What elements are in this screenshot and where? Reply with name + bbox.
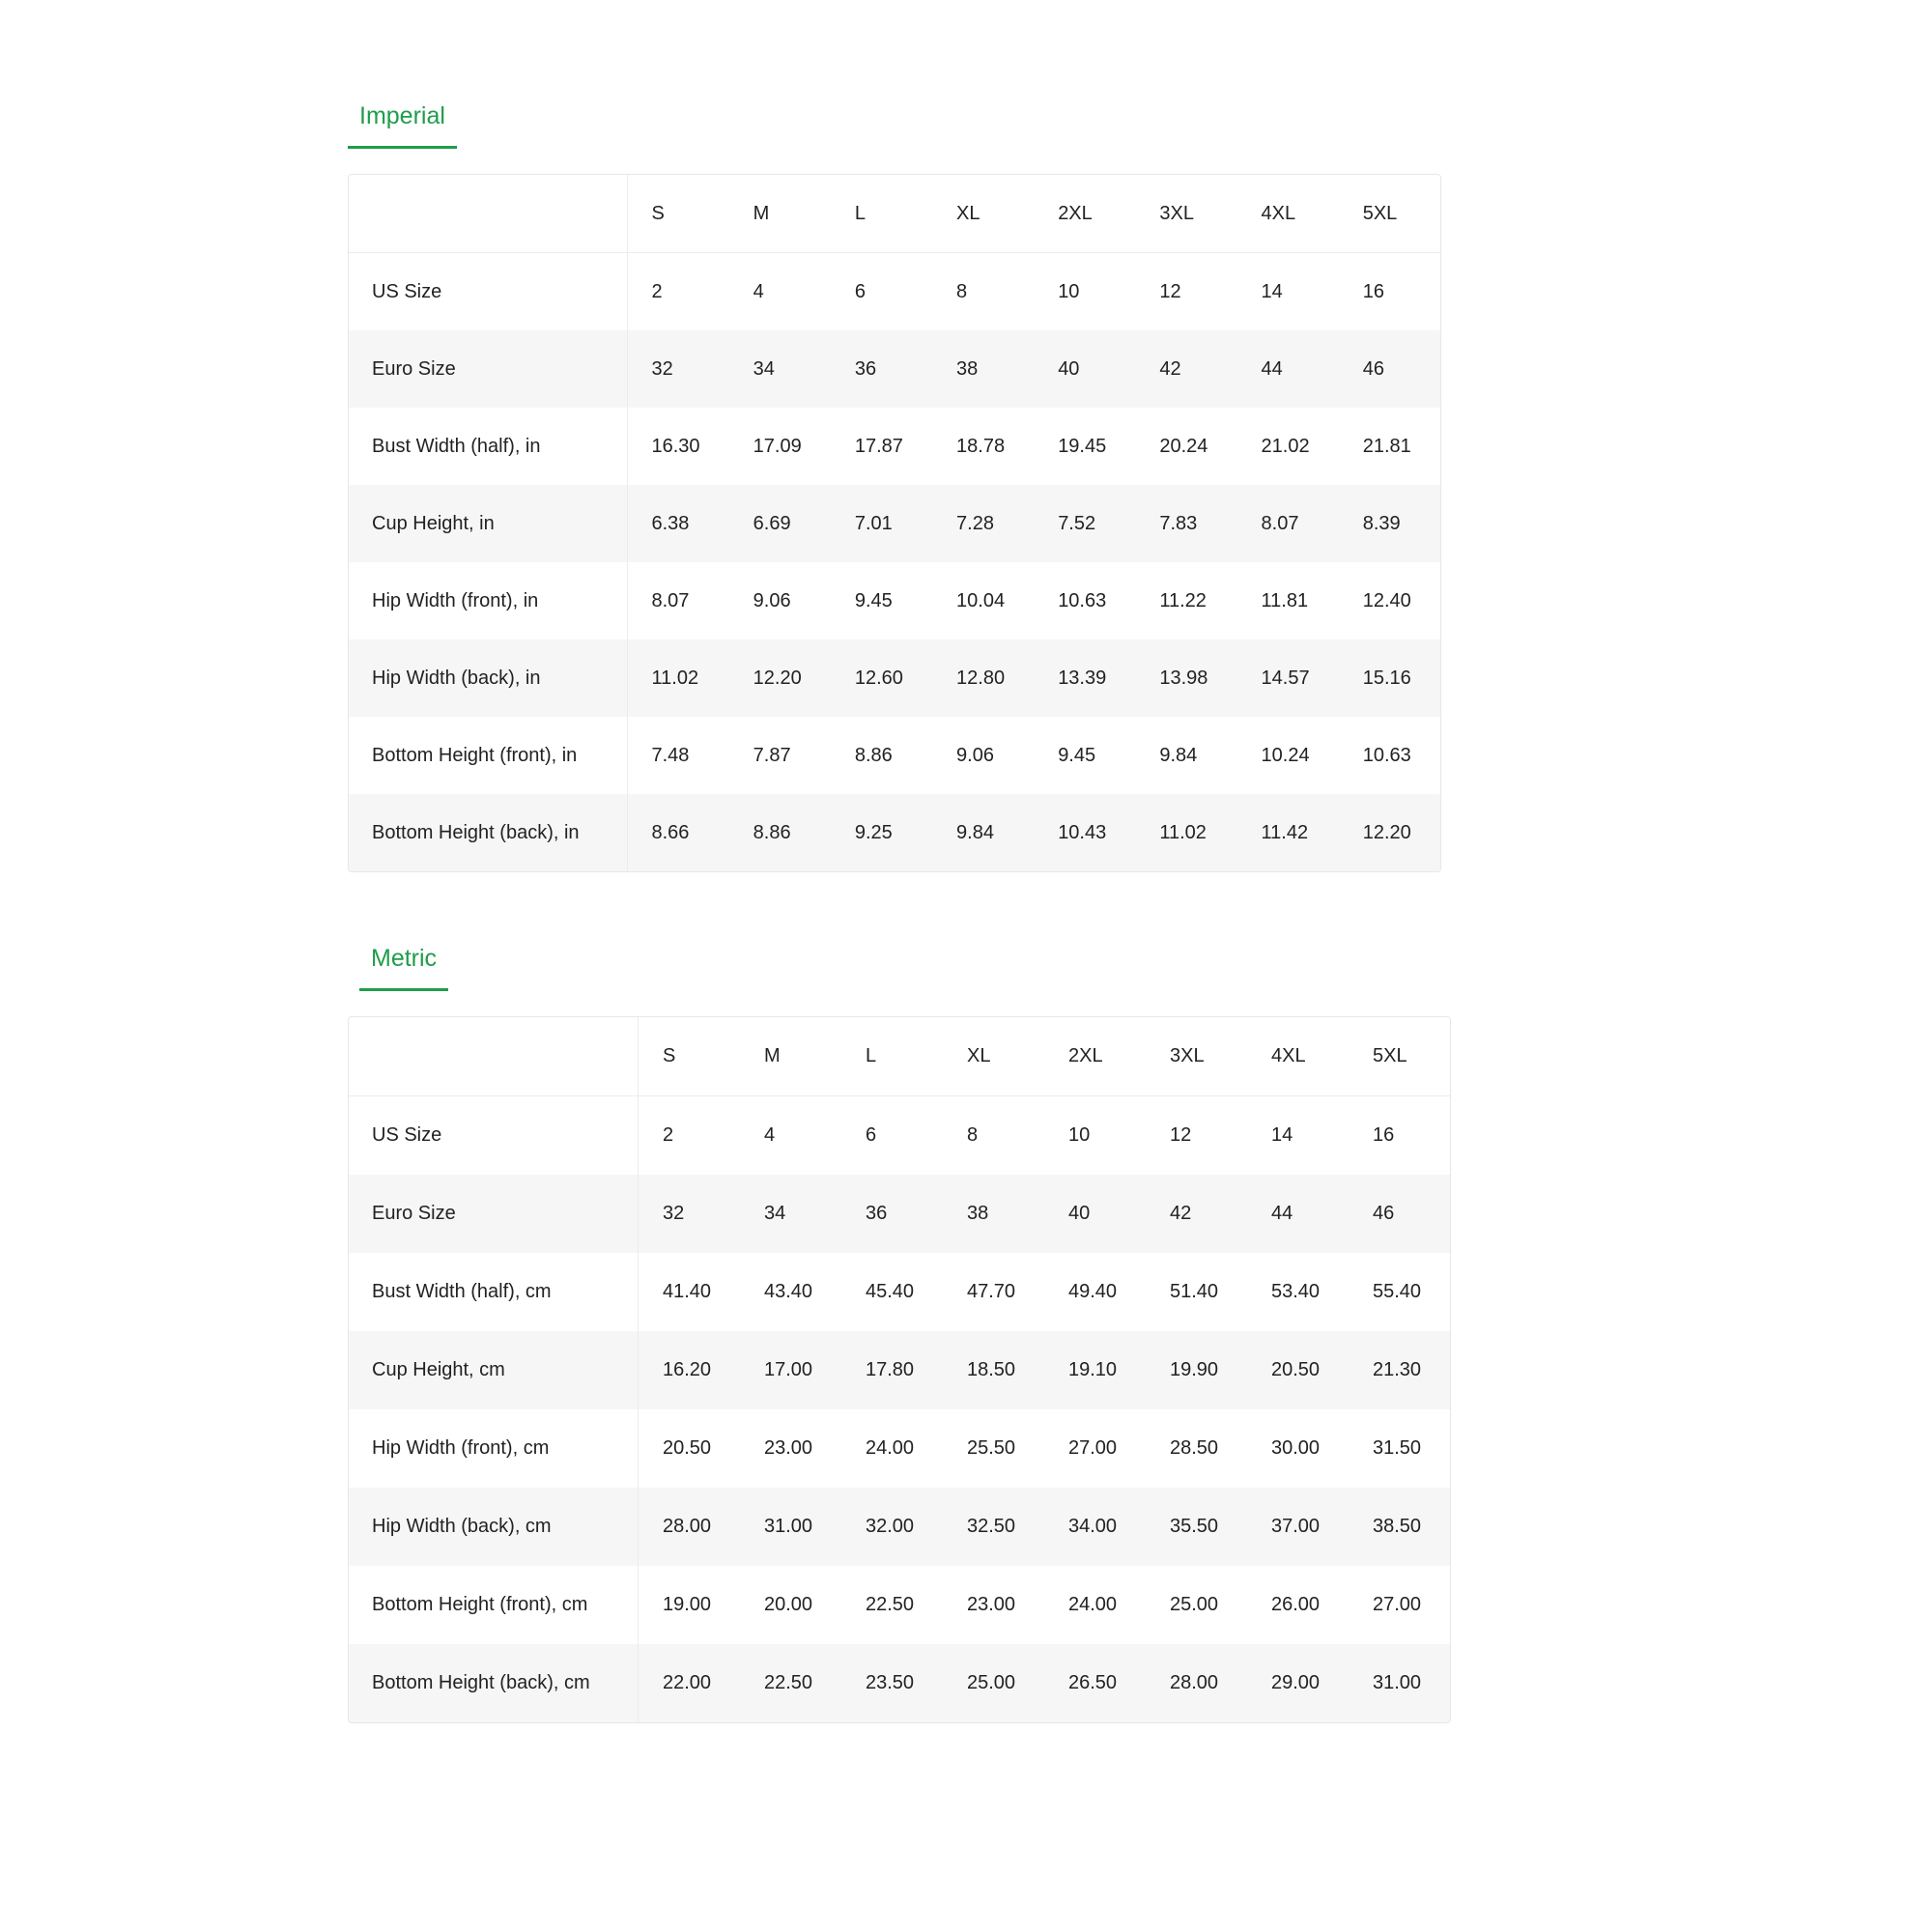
- table-cell: 23.00: [967, 1594, 1016, 1615]
- table-cell: 19.45: [1058, 435, 1107, 457]
- table-cell: 7.83: [1135, 485, 1236, 562]
- table-cell: 7.52: [1034, 485, 1135, 562]
- row-label: Euro Size: [349, 1175, 639, 1253]
- row-label: Bottom Height (front), cm: [349, 1566, 639, 1644]
- table-cell: 22.00: [639, 1644, 741, 1722]
- table-cell: 7.48: [651, 744, 690, 766]
- table-cell: 9.45: [1058, 744, 1096, 766]
- table-cell: 12.80: [932, 639, 1034, 717]
- table-cell: 8: [967, 1124, 979, 1146]
- row-label: Bust Width (half), in: [349, 408, 627, 485]
- table-cell: 8.86: [854, 744, 893, 766]
- table-header-row: [349, 1017, 1450, 1096]
- table-cell: 4: [753, 280, 764, 302]
- table-cell: 13.39: [1034, 639, 1135, 717]
- table-cell: 40: [1044, 1175, 1146, 1253]
- table-cell: 32: [639, 1175, 741, 1253]
- row-label: Cup Height, in: [349, 485, 627, 562]
- imperial-size-table-container: [348, 174, 1441, 872]
- tab-imperial[interactable]: Imperial: [348, 89, 457, 149]
- table-cell: 11.81: [1261, 589, 1309, 611]
- table-cell: 30.00: [1271, 1437, 1321, 1459]
- table-cell: 9.45: [854, 589, 893, 611]
- table-cell: 45.40: [866, 1281, 915, 1302]
- table-row: [349, 1409, 1450, 1488]
- table-cell: 8.07: [651, 589, 690, 611]
- table-row: [349, 1096, 1450, 1176]
- table-cell: 42: [1146, 1175, 1247, 1253]
- size-header-2xl: 2XL: [1034, 175, 1135, 253]
- table-cell: 10: [1058, 280, 1080, 302]
- size-header-5xl: 5XL: [1339, 175, 1440, 253]
- size-header-5xl: 5XL: [1349, 1017, 1450, 1096]
- row-label: Hip Width (front), cm: [349, 1409, 639, 1488]
- table-cell: 27.00: [1068, 1437, 1118, 1459]
- table-cell: 12.20: [1339, 794, 1440, 871]
- table-cell: 6: [866, 1124, 877, 1146]
- row-label: Bust Width (half), cm: [349, 1253, 639, 1331]
- table-cell: 35.50: [1146, 1488, 1247, 1566]
- table-cell: 21.30: [1349, 1331, 1450, 1409]
- table-cell: 44: [1237, 330, 1339, 408]
- table-cell: 8.07: [1237, 485, 1339, 562]
- table-cell: 10.04: [956, 589, 1006, 611]
- table-cell: 40: [1034, 330, 1135, 408]
- table-cell: 36: [831, 330, 932, 408]
- table-cell: 28.00: [1146, 1644, 1247, 1722]
- table-cell: 17.00: [740, 1331, 841, 1409]
- table-cell: 8.86: [729, 794, 831, 871]
- row-label: Hip Width (back), in: [349, 639, 627, 717]
- table-row: [349, 253, 1440, 331]
- imperial-size-table: [349, 175, 1440, 871]
- table-cell: 19.90: [1146, 1331, 1247, 1409]
- table-cell: 26.50: [1044, 1644, 1146, 1722]
- table-row: [349, 639, 1440, 717]
- table-cell: 17.87: [854, 435, 903, 457]
- table-cell: 10.63: [1058, 589, 1107, 611]
- table-cell: 6.69: [729, 485, 831, 562]
- size-header-4xl: 4XL: [1247, 1017, 1349, 1096]
- table-cell: 16.20: [639, 1331, 741, 1409]
- table-cell: 9.06: [753, 589, 791, 611]
- table-cell: 46: [1339, 330, 1440, 408]
- row-label: Bottom Height (back), in: [349, 794, 627, 871]
- size-header-m: M: [729, 175, 831, 253]
- table-cell: 18.50: [943, 1331, 1044, 1409]
- table-cell: 8: [956, 280, 968, 302]
- table-cell: 26.00: [1271, 1594, 1321, 1615]
- table-cell: 23.50: [841, 1644, 943, 1722]
- table-cell: 32.50: [943, 1488, 1044, 1566]
- metric-size-table-container: [348, 1016, 1451, 1723]
- table-cell: 8.66: [627, 794, 729, 871]
- table-cell: 24.00: [1068, 1594, 1118, 1615]
- table-cell: 9.06: [956, 744, 994, 766]
- table-cell: 7.87: [753, 744, 791, 766]
- table-cell: 11.22: [1159, 589, 1207, 611]
- size-header-3xl: 3XL: [1146, 1017, 1247, 1096]
- table-cell: 53.40: [1271, 1281, 1321, 1302]
- table-cell: 4: [764, 1124, 776, 1146]
- table-cell: 51.40: [1170, 1281, 1219, 1302]
- table-cell: 42: [1135, 330, 1236, 408]
- size-header-m: M: [740, 1017, 841, 1096]
- imperial-section: [348, 89, 1441, 872]
- table-row: [349, 485, 1440, 562]
- table-cell: 10: [1068, 1124, 1091, 1146]
- table-cell: 16: [1373, 1124, 1395, 1146]
- table-body: [349, 253, 1440, 872]
- table-cell: 20.00: [764, 1594, 813, 1615]
- table-cell: 9.84: [1159, 744, 1198, 766]
- table-cell: 16: [1362, 280, 1384, 302]
- size-header-xl: XL: [943, 1017, 1044, 1096]
- table-cell: 21.81: [1362, 435, 1411, 457]
- table-cell: 16.30: [651, 435, 700, 457]
- table-cell: 12: [1159, 280, 1181, 302]
- table-cell: 34: [729, 330, 831, 408]
- table-cell: 14: [1261, 280, 1283, 302]
- table-cell: 27.00: [1373, 1594, 1422, 1615]
- table-cell: 8.39: [1339, 485, 1440, 562]
- table-cell: 13.98: [1135, 639, 1236, 717]
- table-cell: 34.00: [1044, 1488, 1146, 1566]
- size-header-l: L: [831, 175, 932, 253]
- table-cell: 11.02: [627, 639, 729, 717]
- table-cell: 7.01: [831, 485, 932, 562]
- table-cell: 11.02: [1135, 794, 1236, 871]
- table-cell: 6.38: [627, 485, 729, 562]
- size-header-xl: XL: [932, 175, 1034, 253]
- table-cell: 46: [1349, 1175, 1450, 1253]
- row-label: Bottom Height (back), cm: [349, 1644, 639, 1722]
- table-cell: 18.78: [956, 435, 1006, 457]
- table-cell: 12.20: [729, 639, 831, 717]
- table-cell: 22.50: [866, 1594, 915, 1615]
- tab-metric[interactable]: Metric: [359, 931, 448, 991]
- table-cell: 41.40: [663, 1281, 712, 1302]
- row-label: US Size: [349, 1096, 639, 1176]
- table-cell: 49.40: [1068, 1281, 1118, 1302]
- table-cell: 11.42: [1237, 794, 1339, 871]
- table-cell: 7.28: [932, 485, 1034, 562]
- table-cell: 25.50: [967, 1437, 1016, 1459]
- table-cell: 38.50: [1349, 1488, 1450, 1566]
- table-cell: 6: [854, 280, 866, 302]
- table-cell: 29.00: [1247, 1644, 1349, 1722]
- table-row: [349, 1253, 1450, 1331]
- table-cell: 20.24: [1159, 435, 1208, 457]
- table-cell: 9.84: [932, 794, 1034, 871]
- row-label: US Size: [349, 253, 627, 331]
- table-row: [349, 1644, 1450, 1722]
- table-cell: 14: [1271, 1124, 1293, 1146]
- table-row: [349, 717, 1440, 794]
- table-row: [349, 1331, 1450, 1409]
- header-corner-cell: [349, 1017, 639, 1096]
- table-cell: 17.80: [841, 1331, 943, 1409]
- table-header-row: [349, 175, 1440, 253]
- table-cell: 31.00: [1349, 1644, 1450, 1722]
- table-cell: 37.00: [1247, 1488, 1349, 1566]
- header-corner-cell: [349, 175, 627, 253]
- table-cell: 24.00: [866, 1437, 915, 1459]
- table-cell: 31.50: [1373, 1437, 1422, 1459]
- table-cell: 31.00: [740, 1488, 841, 1566]
- table-cell: 44: [1247, 1175, 1349, 1253]
- row-label: Hip Width (front), in: [349, 562, 627, 639]
- row-label: Bottom Height (front), in: [349, 717, 627, 794]
- table-cell: 9.25: [831, 794, 932, 871]
- metric-size-table: [349, 1017, 1450, 1722]
- table-cell: 15.16: [1339, 639, 1440, 717]
- row-label: Euro Size: [349, 330, 627, 408]
- table-body: [349, 1096, 1450, 1723]
- table-cell: 34: [740, 1175, 841, 1253]
- size-header-s: S: [627, 175, 729, 253]
- table-cell: 32.00: [841, 1488, 943, 1566]
- table-cell: 10.24: [1261, 744, 1310, 766]
- table-cell: 21.02: [1261, 435, 1310, 457]
- table-cell: 19.00: [663, 1594, 712, 1615]
- table-cell: 38: [932, 330, 1034, 408]
- table-cell: 20.50: [1247, 1331, 1349, 1409]
- table-cell: 12: [1170, 1124, 1192, 1146]
- size-header-s: S: [639, 1017, 741, 1096]
- size-header-3xl: 3XL: [1135, 175, 1236, 253]
- table-row: [349, 1566, 1450, 1644]
- table-cell: 19.10: [1044, 1331, 1146, 1409]
- table-row: [349, 794, 1440, 871]
- table-cell: 23.00: [764, 1437, 813, 1459]
- table-cell: 28.00: [639, 1488, 741, 1566]
- table-cell: 22.50: [740, 1644, 841, 1722]
- table-cell: 38: [943, 1175, 1044, 1253]
- table-row: [349, 1488, 1450, 1566]
- table-row: [349, 562, 1440, 639]
- table-cell: 12.60: [831, 639, 932, 717]
- table-cell: 43.40: [764, 1281, 813, 1302]
- table-cell: 25.00: [1170, 1594, 1219, 1615]
- table-cell: 2: [663, 1124, 674, 1146]
- table-cell: 2: [651, 280, 663, 302]
- table-cell: 17.09: [753, 435, 802, 457]
- table-cell: 55.40: [1373, 1281, 1422, 1302]
- size-header-l: L: [841, 1017, 943, 1096]
- table-cell: 10.63: [1362, 744, 1411, 766]
- table-row: [349, 408, 1440, 485]
- table-cell: 10.43: [1034, 794, 1135, 871]
- table-row: [349, 1175, 1450, 1253]
- table-cell: 28.50: [1170, 1437, 1219, 1459]
- metric-section: [348, 931, 1451, 1723]
- row-label: Hip Width (back), cm: [349, 1488, 639, 1566]
- size-header-2xl: 2XL: [1044, 1017, 1146, 1096]
- table-cell: 14.57: [1237, 639, 1339, 717]
- table-cell: 25.00: [943, 1644, 1044, 1722]
- table-cell: 36: [841, 1175, 943, 1253]
- row-label: Cup Height, cm: [349, 1331, 639, 1409]
- table-row: [349, 330, 1440, 408]
- table-cell: 20.50: [663, 1437, 712, 1459]
- table-cell: 32: [627, 330, 729, 408]
- size-header-4xl: 4XL: [1237, 175, 1339, 253]
- table-cell: 47.70: [967, 1281, 1016, 1302]
- table-cell: 12.40: [1362, 589, 1411, 611]
